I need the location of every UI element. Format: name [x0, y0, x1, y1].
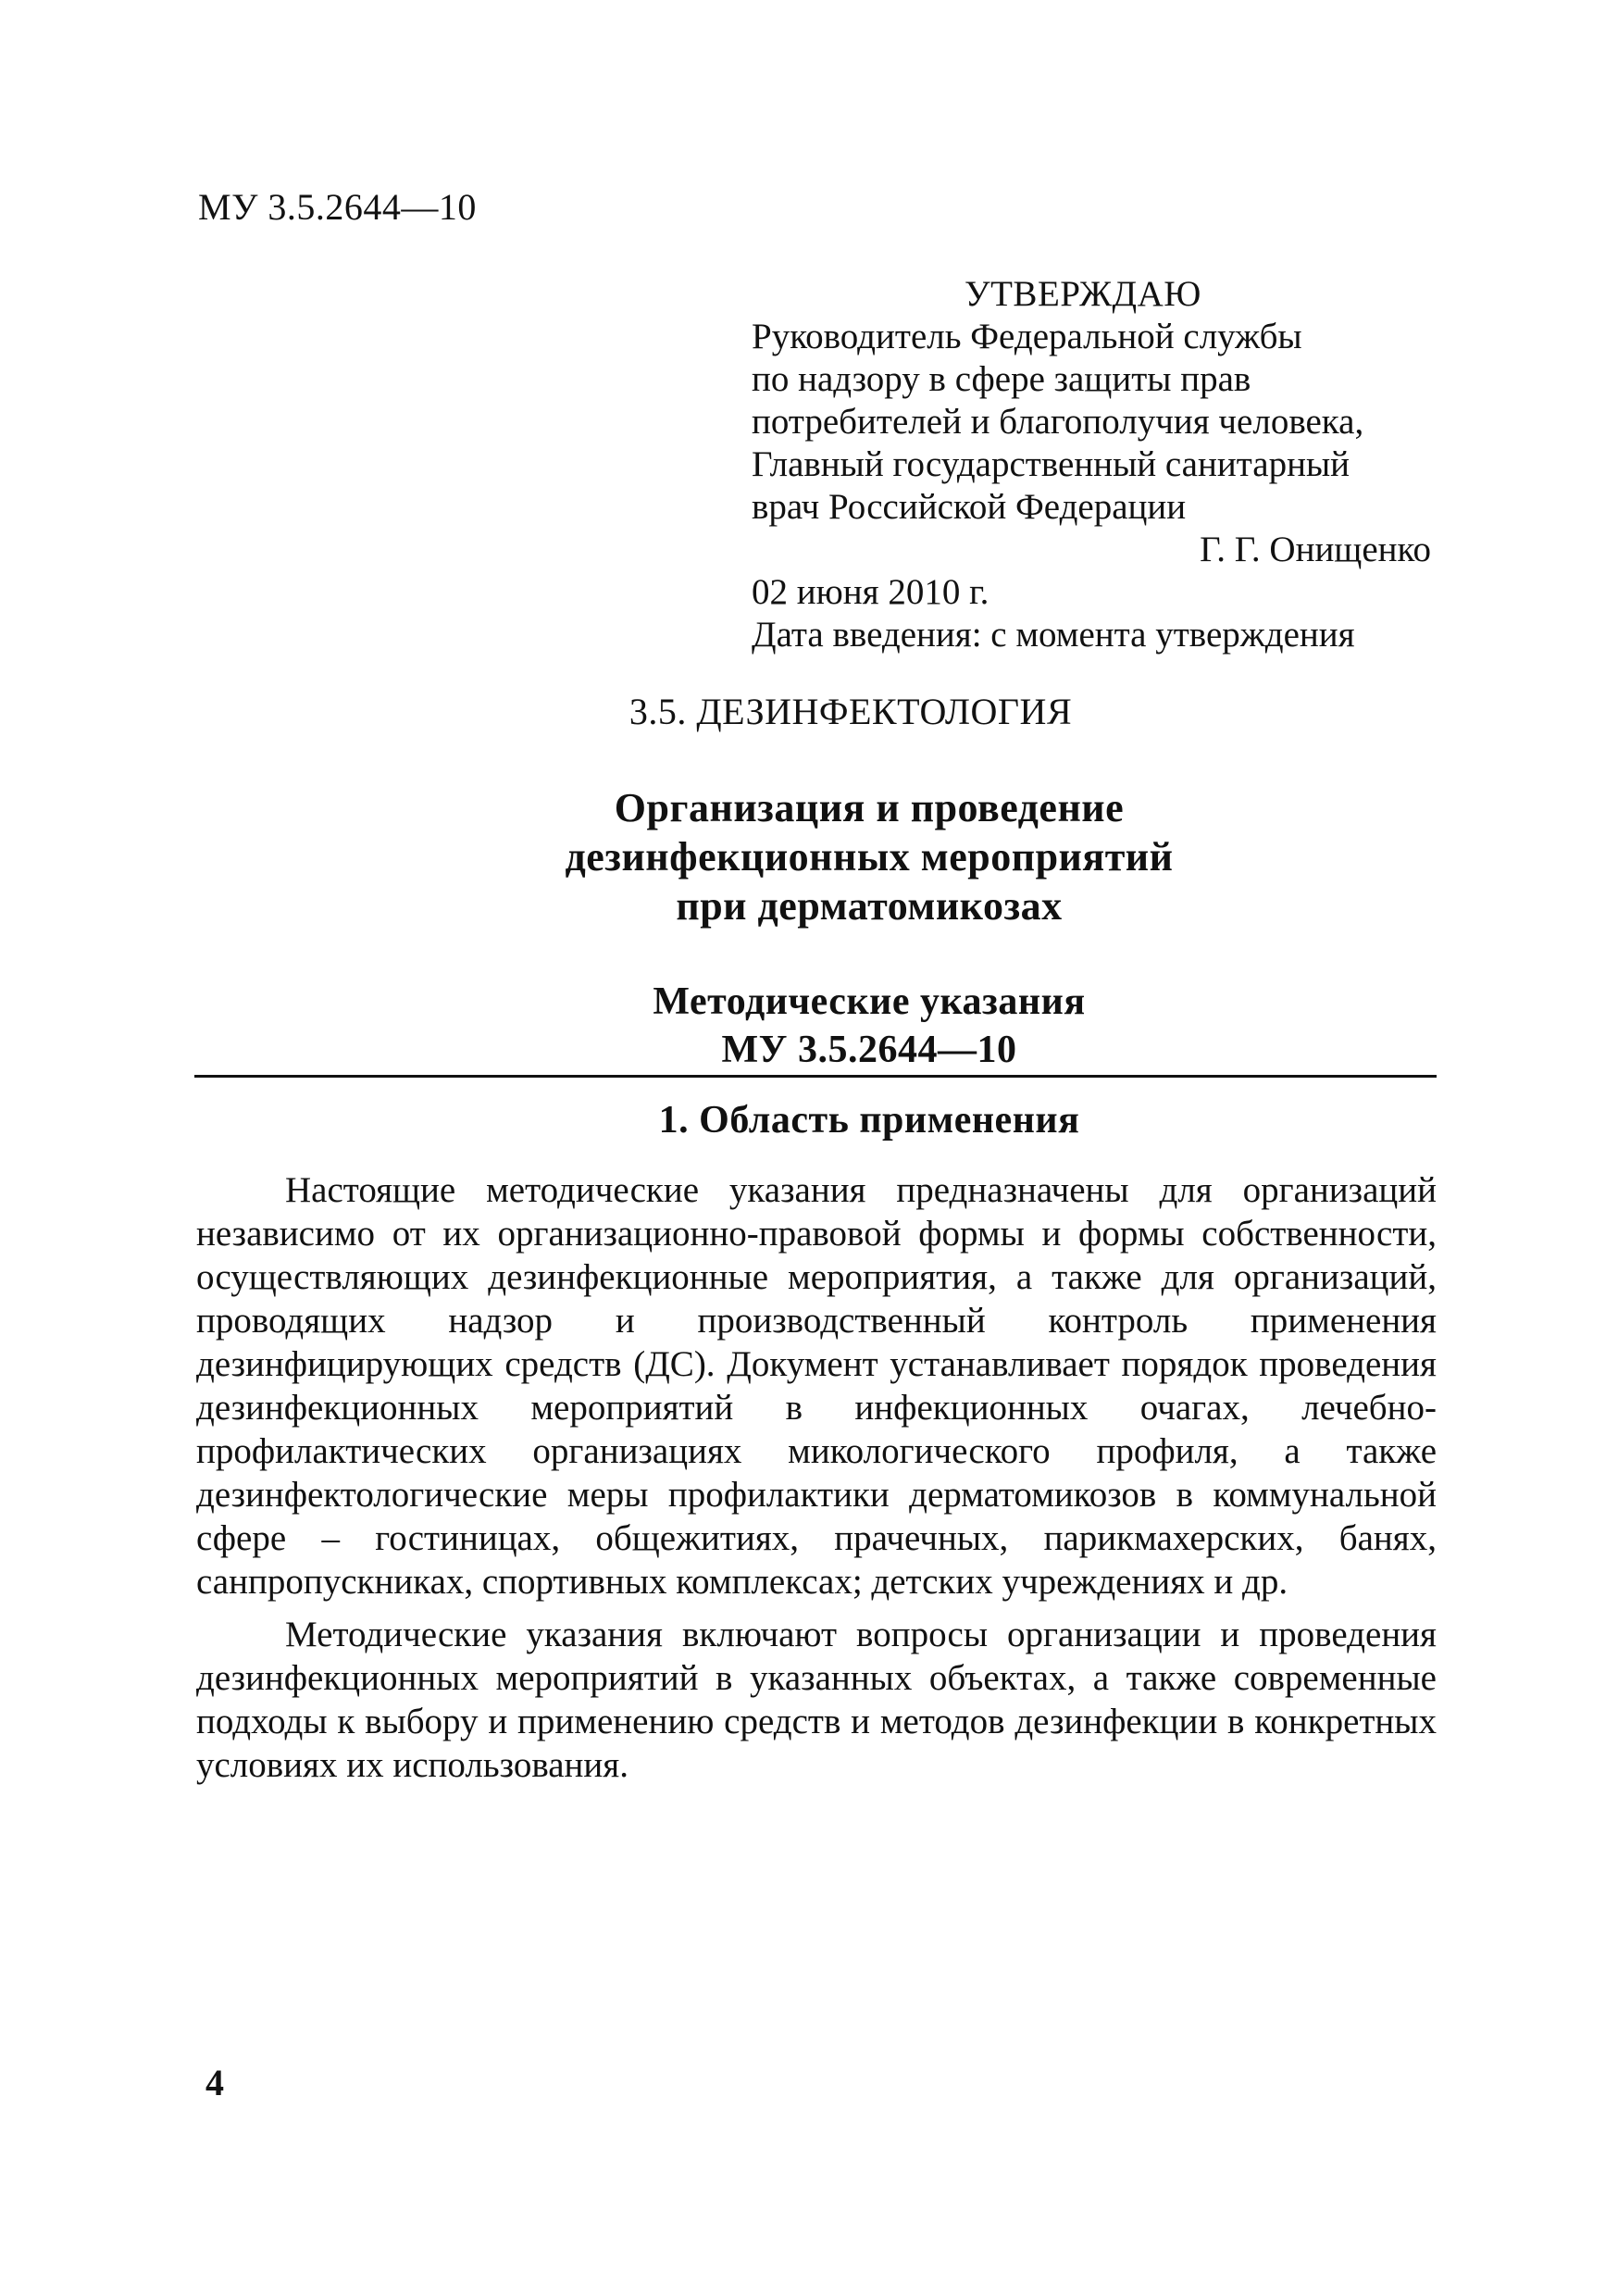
approval-date: 02 июня 2010 г.	[752, 572, 989, 612]
approval-line: Руководитель Федеральной службы	[752, 317, 1302, 356]
document-title	[0, 783, 1618, 930]
section-code: 3.5. ДЕЗИНФЕКТОЛОГИЯ	[629, 691, 1073, 732]
document-title-line: при дерматомикозах	[676, 883, 1063, 929]
document-title-line: Организация и проведение	[614, 785, 1125, 830]
approval-line: по надзору в сфере защиты прав	[752, 359, 1251, 399]
approval-block	[752, 273, 1437, 656]
approval-title: УТВЕРЖДАЮ	[965, 274, 1201, 314]
document-code: МУ 3.5.2644—10	[198, 186, 477, 228]
effective-date: Дата введения: с момента утверждения	[752, 615, 1355, 655]
section-body	[196, 1168, 1437, 1796]
body-paragraph: Настоящие методические указания предназначены для организаций независимо от их организационно-правовой формы и формы собственности, осуществляющих дезинфекционные мероприятия, а также для организаций, проводящих надзор и производственный контроль применения дезинфицирующих средств (ДС). Документ устанавливает порядок проведения дезинфекционных мероприятий в инфекционных очагах, лечебно-профилактических организациях микологического профиля, а также дезинфектологические меры профилактики дерматомикозов в коммунальной сфере – гостиницах, общежитиях, прачечных, парикмахерских, банях, санпропускниках, спортивных комплексах; детских учреждениях и др.	[196, 1170, 1437, 1602]
approval-line: врач Российской Федерации	[752, 487, 1187, 527]
body-paragraph: Методические указания включают вопросы организации и проведения дезинфекционных мероприятий в указанных объектах, а также современные подходы к выбору и применению средств и методов дезинфекции в конкретных условиях их использования.	[196, 1615, 1437, 1785]
approval-line: потребителей и благополучия человека,	[752, 402, 1364, 442]
document-title-line: дезинфекционных мероприятий	[565, 834, 1174, 880]
approval-line: Главный государственный санитарный	[752, 444, 1350, 484]
document-subtitle-code: МУ 3.5.2644—10	[721, 1029, 1017, 1071]
document-subtitle	[0, 978, 1618, 1074]
approval-signer: Г. Г. Онищенко	[1200, 530, 1431, 569]
section-heading: 1. Область применения	[658, 1099, 1080, 1142]
page-number: 4	[205, 2062, 224, 2103]
horizontal-rule	[194, 1075, 1437, 1078]
document-type: Методические указания	[653, 980, 1086, 1023]
